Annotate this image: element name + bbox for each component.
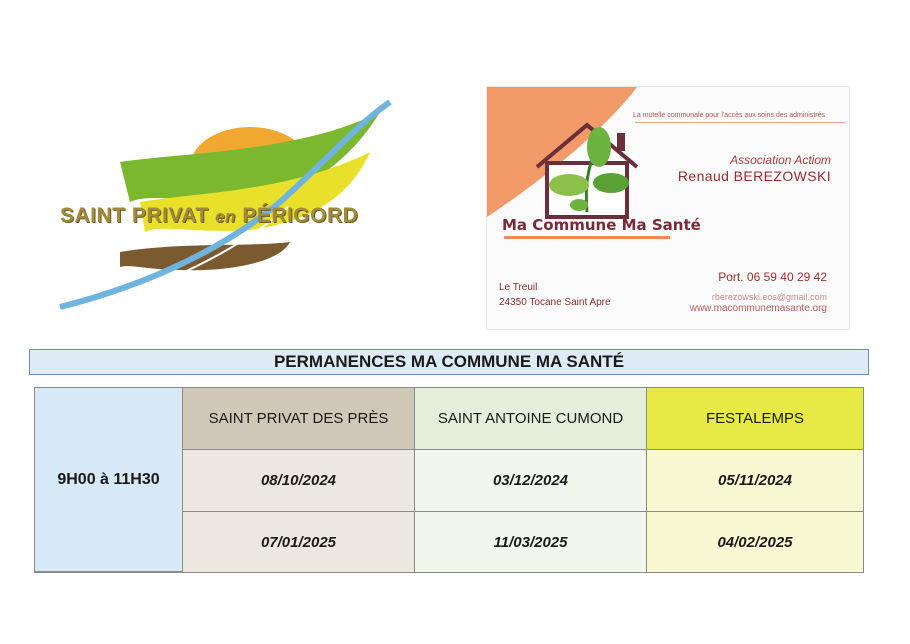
card-tagline: La mutelle communale pour l'accès aux soins des administrés bbox=[633, 112, 825, 119]
card-phone: Port. 06 59 40 29 42 bbox=[718, 270, 827, 284]
card-association: Association Actiom bbox=[730, 153, 831, 167]
date-cell: 08/10/2024 bbox=[183, 450, 415, 512]
logo-name-en: en bbox=[215, 207, 236, 226]
date-cell: 07/01/2025 bbox=[183, 512, 415, 572]
card-address-line2: 24350 Tocane Saint Apre bbox=[499, 297, 611, 308]
schedule-title: PERMANENCES MA COMMUNE MA SANTÉ bbox=[29, 349, 869, 375]
date-cell: 05/11/2024 bbox=[647, 450, 863, 512]
date-cell: 11/03/2025 bbox=[415, 512, 647, 572]
card-address-line1: Le Treuil bbox=[499, 282, 538, 293]
card-email: rberezowski.eos@gmail.com bbox=[711, 292, 827, 302]
column-header-saint-antoine: SAINT ANTOINE CUMOND bbox=[415, 388, 647, 450]
date-cell: 03/12/2024 bbox=[415, 450, 647, 512]
tagline-divider bbox=[635, 122, 845, 123]
date-cell: 04/02/2025 bbox=[647, 512, 863, 572]
logo-name-region: PÉRIGORD bbox=[242, 204, 359, 227]
village-logo bbox=[50, 92, 400, 322]
brand-underline bbox=[504, 236, 670, 239]
card-person-name: Renaud BEREZOWSKI bbox=[677, 168, 831, 184]
column-header-festalemps: FESTALEMPS bbox=[647, 388, 863, 450]
card-brand: Ma Commune Ma Santé bbox=[502, 216, 701, 234]
business-card bbox=[486, 86, 850, 330]
schedule-table bbox=[34, 387, 864, 573]
logo-name bbox=[60, 204, 358, 228]
card-website: www.macommunemasante.org bbox=[689, 303, 827, 314]
time-slot: 9H00 à 11H30 bbox=[35, 388, 183, 572]
logo-name-main: SAINT PRIVAT bbox=[60, 204, 209, 227]
column-header-saint-privat: SAINT PRIVAT DES PRÈS bbox=[183, 388, 415, 450]
